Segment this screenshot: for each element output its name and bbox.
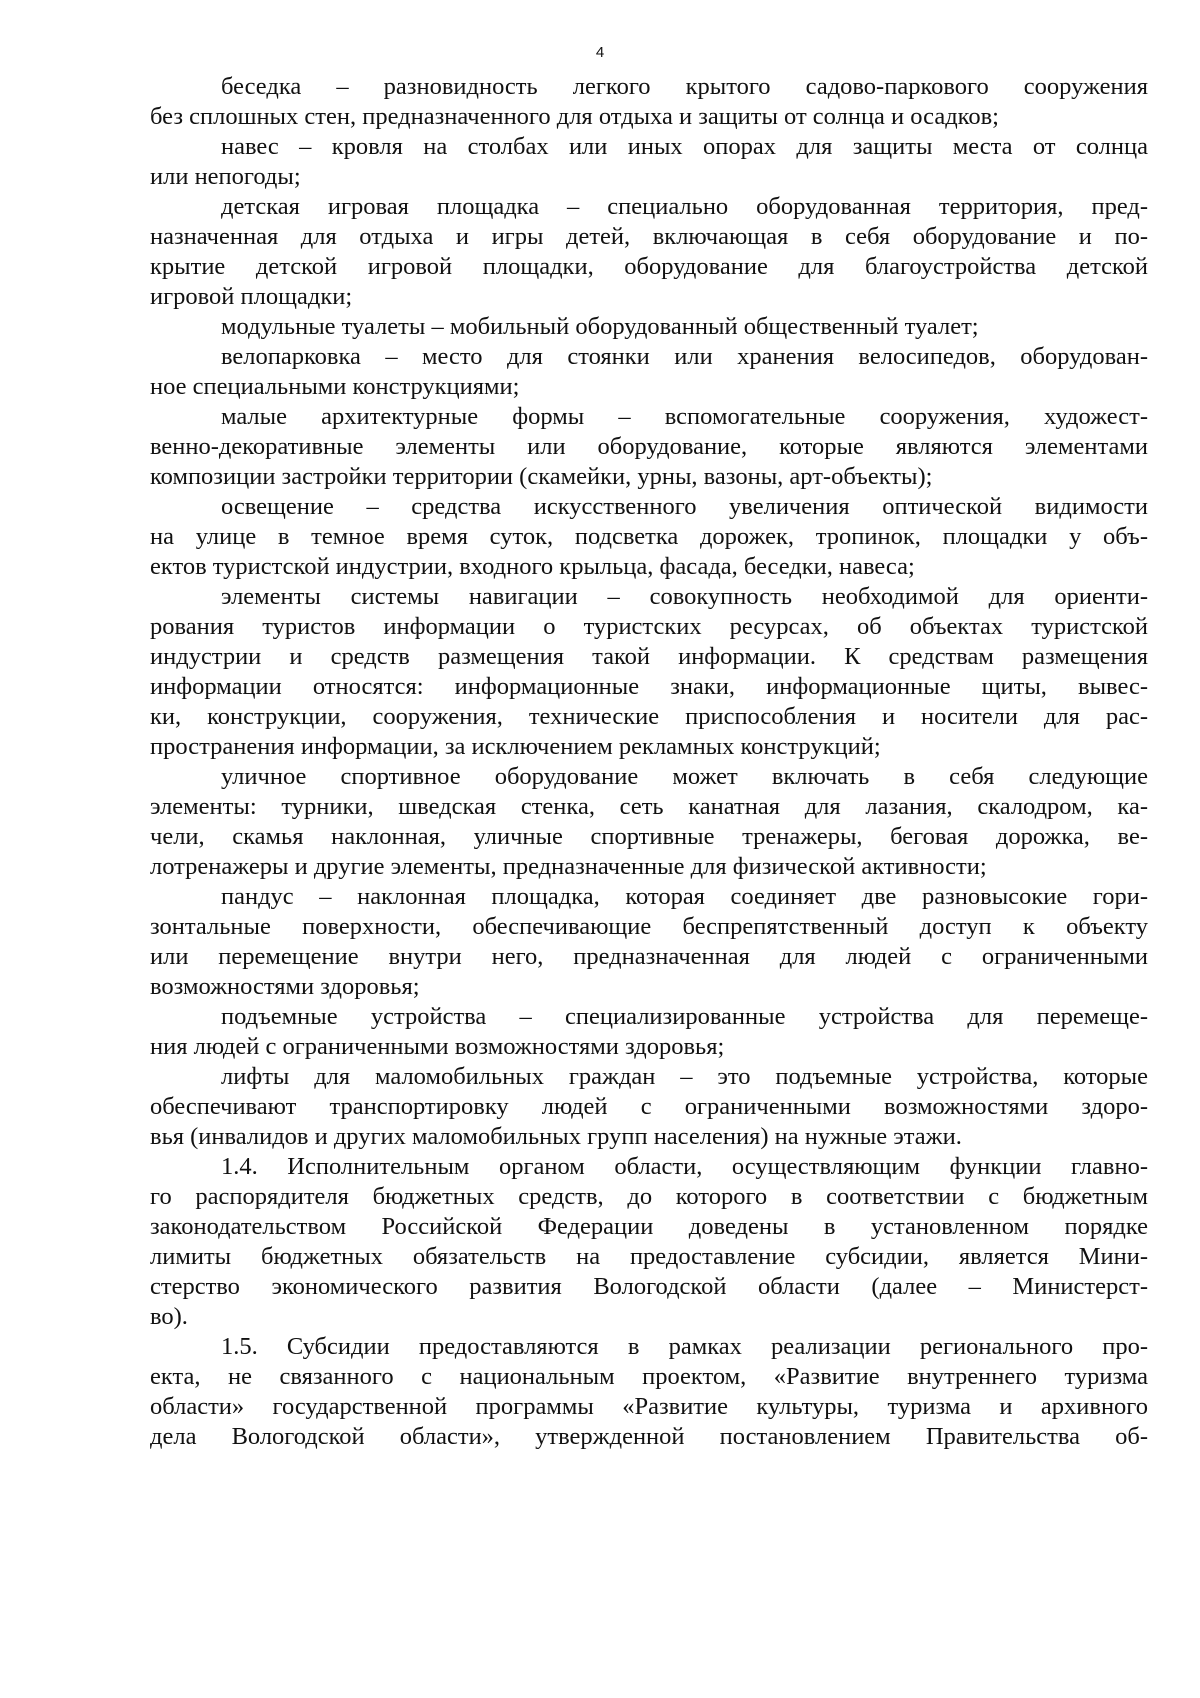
text-line: рования туристов информации о туристских ресурсах, об объектах туристской xyxy=(150,613,1148,640)
text-line: ния людей с ограниченными возможностями здоровья; xyxy=(150,1033,725,1060)
text-line: зонтальные поверхности, обеспечивающие беспрепятственный доступ к объекту xyxy=(150,913,1148,940)
text-line: законодательством Российской Федерации доведены в установленном порядке xyxy=(150,1213,1148,1240)
text-line: венно-декоративные элементы или оборудование, которые являются элементами xyxy=(150,433,1148,460)
text-line: велопарковка – место для стоянки или хранения велосипедов, оборудован- xyxy=(221,343,1148,370)
page-number: 4 xyxy=(595,44,605,61)
text-line: 1.5. Субсидии предоставляются в рамках реализации регионального про- xyxy=(221,1333,1148,1360)
text-line: ное специальными конструкциями; xyxy=(150,373,520,400)
text-line: информации относятся: информационные знаки, информационные щиты, вывес- xyxy=(150,673,1148,700)
text-line: композиции застройки территории (скамейки, урны, вазоны, арт-объекты); xyxy=(150,463,933,490)
text-line: стерство экономического развития Вологодской области (далее – Министерст- xyxy=(150,1273,1148,1300)
text-line: области» государственной программы «Развитие культуры, туризма и архивного xyxy=(150,1393,1148,1420)
text-line: крытие детской игровой площадки, оборудование для благоустройства детской xyxy=(150,253,1148,280)
text-line: вья (инвалидов и других маломобильных групп населения) на нужные этажи. xyxy=(150,1123,962,1150)
text-line: обеспечивают транспортировку людей с ограниченными возможностями здоро- xyxy=(150,1093,1148,1120)
text-line: освещение – средства искусственного увеличения оптической видимости xyxy=(221,493,1148,520)
text-line: екта, не связанного с национальным проектом, «Развитие внутреннего туризма xyxy=(150,1363,1148,1390)
text-line: лимиты бюджетных обязательств на предоставление субсидии, является Мини- xyxy=(150,1243,1148,1270)
text-line: или непогоды; xyxy=(150,163,301,190)
text-line: без сплошных стен, предназначенного для отдыха и защиты от солнца и осадков; xyxy=(150,103,999,130)
text-line: ки, конструкции, сооружения, технические приспособления и носители для рас- xyxy=(150,703,1148,730)
text-line: беседка – разновидность легкого крытого садово-паркового сооружения xyxy=(221,73,1148,100)
text-line: 1.4. Исполнительным органом области, осуществляющим функции главно- xyxy=(221,1153,1148,1180)
text-line: возможностями здоровья; xyxy=(150,973,420,1000)
text-line: пространения информации, за исключением рекламных конструкций; xyxy=(150,733,881,760)
text-line: малые архитектурные формы – вспомогательные сооружения, художест- xyxy=(221,403,1148,430)
text-line: го распорядителя бюджетных средств, до которого в соответствии с бюджетным xyxy=(150,1183,1148,1210)
text-line: подъемные устройства – специализированные устройства для перемеще- xyxy=(221,1003,1148,1030)
text-line: чели, скамья наклонная, уличные спортивные тренажеры, беговая дорожка, ве- xyxy=(150,823,1148,850)
text-line: игровой площадки; xyxy=(150,283,353,310)
text-line: назначенная для отдыха и игры детей, включающая в себя оборудование и по- xyxy=(150,223,1148,250)
text-line: лифты для маломобильных граждан – это подъемные устройства, которые xyxy=(221,1063,1148,1090)
text-line: во). xyxy=(150,1303,188,1330)
text-line: на улице в темное время суток, подсветка дорожек, тропинок, площадки у объ- xyxy=(150,523,1148,550)
text-line: уличное спортивное оборудование может включать в себя следующие xyxy=(221,763,1148,790)
text-line: элементы: турники, шведская стенка, сеть канатная для лазания, скалодром, ка- xyxy=(150,793,1148,820)
text-line: пандус – наклонная площадка, которая соединяет две разновысокие гори- xyxy=(221,883,1148,910)
text-line: ектов туристской индустрии, входного крыльца, фасада, беседки, навеса; xyxy=(150,553,915,580)
text-line: модульные туалеты – мобильный оборудованный общественный туалет; xyxy=(221,313,979,340)
text-line: детская игровая площадка – специально оборудованная территория, пред- xyxy=(221,193,1148,220)
text-line: навес – кровля на столбах или иных опорах для защиты места от солнца xyxy=(221,133,1148,160)
text-line: элементы системы навигации – совокупность необходимой для ориенти- xyxy=(221,583,1148,610)
text-line: лотренажеры и другие элементы, предназначенные для физической активности; xyxy=(150,853,987,880)
text-line: или перемещение внутри него, предназначенная для людей с ограниченными xyxy=(150,943,1148,970)
document-body xyxy=(150,72,1148,1452)
text-line: индустрии и средств размещения такой информации. К средствам размещения xyxy=(150,643,1148,670)
text-line: дела Вологодской области», утвержденной постановлением Правительства об- xyxy=(150,1423,1148,1450)
